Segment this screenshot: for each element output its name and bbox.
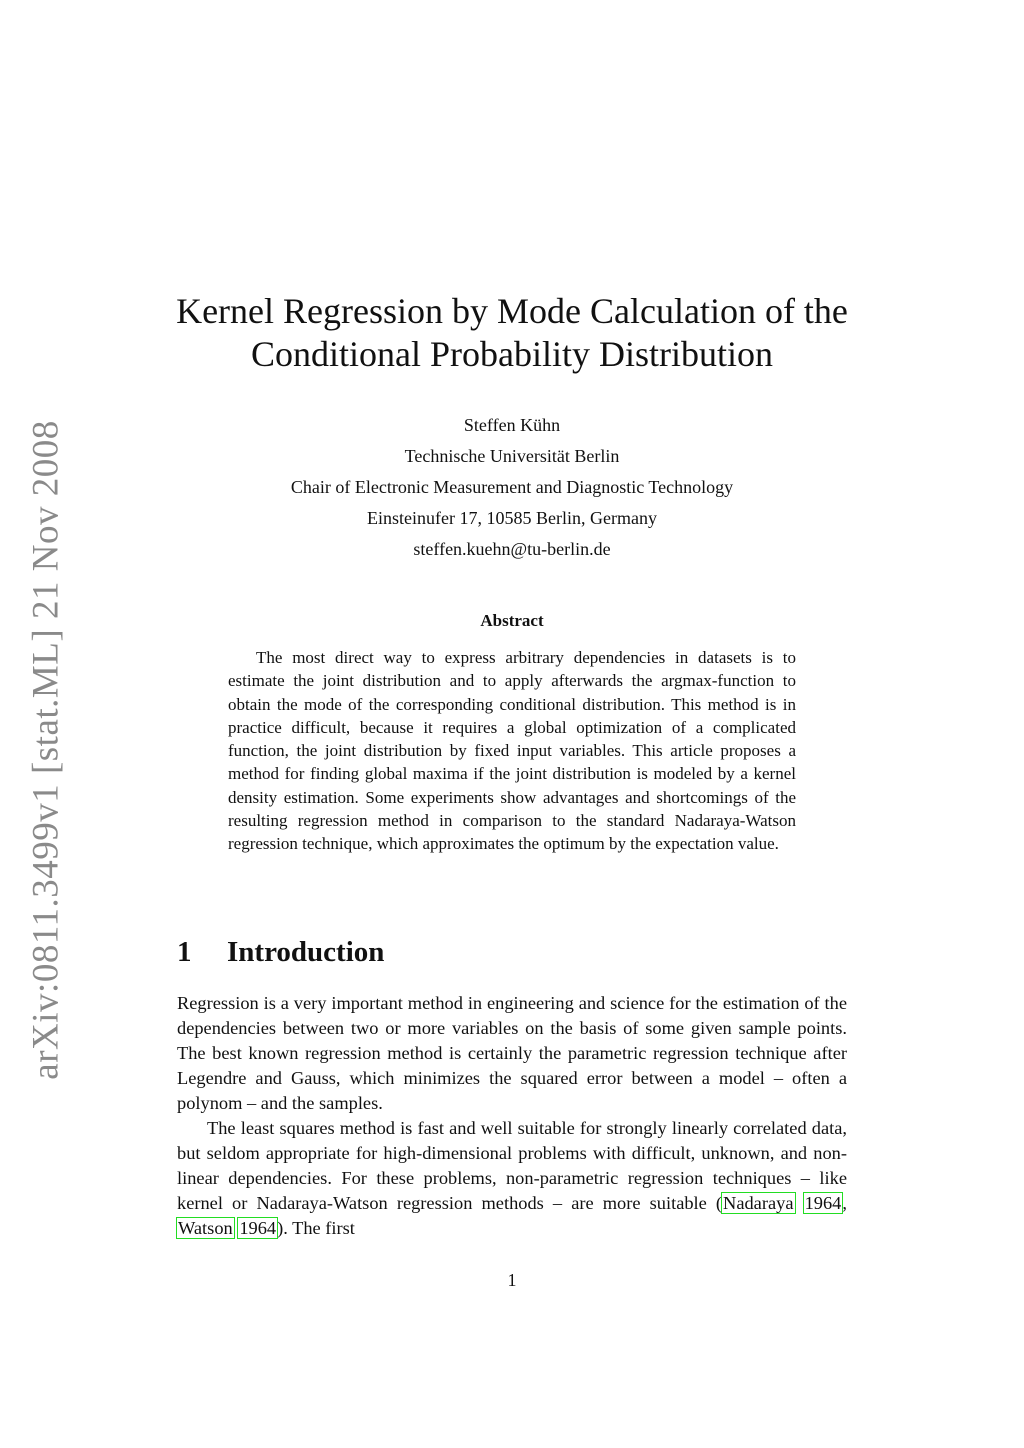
paper-title: Kernel Regression by Mode Calculation of the Conditional Probability Distribution: [176, 291, 848, 374]
paragraph-2-text: The least squares method is fast and well suitable for strongly linearly correlated data, but seldom appropriate for high-dimensional problems with difficult, unknown, and non-linear dependencies. For these problems, non-parametric regression techniques – like kernel or Nadaraya-Watson regression methods – are more suitable (: [177, 1118, 847, 1213]
author-department: Chair of Electronic Measurement and Diagnostic Technology: [290, 477, 734, 497]
author-address: Einsteinufer 17, 10585 Berlin, Germany: [367, 508, 657, 528]
citation-link-nadaraya-year[interactable]: 1964: [804, 1193, 842, 1213]
citation-link-nadaraya-author[interactable]: Nadaraya: [723, 1193, 794, 1213]
citation-link-watson-author[interactable]: Watson: [178, 1218, 233, 1238]
page-number: 1: [507, 1270, 517, 1290]
section-title: Introduction: [227, 936, 385, 968]
intro-paragraph-1: Regression is a very important method in engineering and science for the estimation of the dependencies between two or more variables on the basis of some given sample points. The best known regression method is certainly the parametric regression technique after Legendre and Gauss, which minimizes the squared error between a model – often a polynom – and the samples.: [177, 993, 847, 1113]
author-name: Steffen Kühn: [463, 415, 561, 435]
section-number: 1: [177, 936, 192, 968]
citation-link-watson-year[interactable]: 1964: [239, 1218, 277, 1238]
author-block: [150, 410, 874, 565]
abstract-heading: Abstract: [480, 611, 544, 630]
intro-paragraph-2: The least squares method is fast and well suitable for strongly linearly correlated data, but seldom appropriate for high-dimensional problems with difficult, unknown, and non-linear dependencies. For these problems, non-parametric regression techniques – like kernel or Nadaraya-Watson regression methods – are more suitable (Nadaraya 1964, Watson 1964). The first: [177, 1118, 847, 1238]
author-institution: Technische Universität Berlin: [404, 446, 620, 466]
paragraph-2-end: ). The first: [277, 1218, 355, 1238]
arxiv-identifier-stamp: arXiv:0811.3499v1 [stat.ML] 21 Nov 2008: [25, 420, 67, 1080]
section-heading: [177, 936, 384, 969]
author-email: steffen.kuehn@tu-berlin.de: [413, 539, 611, 559]
abstract-text: The most direct way to express arbitrary dependencies in datasets is to estimate the joint distribution and to apply afterwards the argmax-function to obtain the mode of the corresponding conditional distribution. This method is in practice difficult, because it requires a global optimization of a complicated function, the joint distribution by fixed input variables. This article proposes a method for finding global maxima if the joint distribution is modeled by a kernel density estimation. Some experiments show advantages and shortcomings of the resulting regression method in comparison to the standard Nadaraya-Watson regression technique, which approximates the optimum by the expectation value.: [228, 648, 796, 854]
